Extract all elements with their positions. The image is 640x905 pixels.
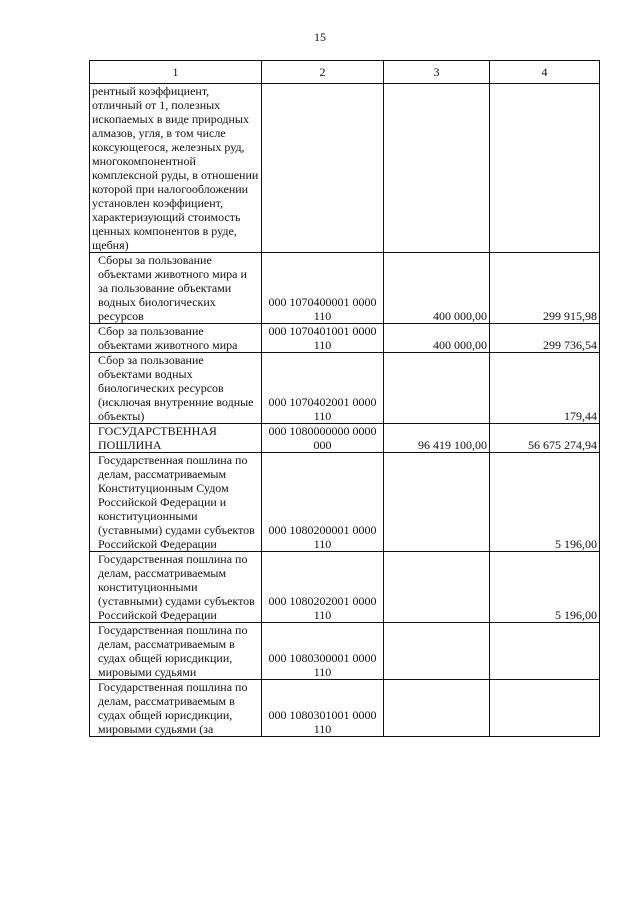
row-name: Государственная пошлина по делам, рассматриваемым конституционными (уставными) судами субъектов Российской Федерации — [98, 552, 255, 622]
table-row — [90, 680, 600, 737]
column-header-4: 4 — [490, 61, 600, 84]
row-plan-value — [384, 623, 490, 680]
table-row — [90, 424, 600, 453]
row-fact-value: 179,44 — [490, 353, 600, 424]
row-code: 000 1080301001 0000 110 — [262, 680, 384, 737]
row-fact-value — [490, 84, 600, 253]
row-fact-value: 299 736,54 — [490, 324, 600, 353]
row-name: Государственная пошлина по делам, рассматриваемым в судах общей юрисдикции, мировыми судьями (за — [98, 680, 248, 736]
row-fact-value: 5 196,00 — [490, 453, 600, 552]
table-row — [90, 84, 600, 253]
column-header-2: 2 — [262, 61, 384, 84]
row-fact-value: 56 675 274,94 — [490, 424, 600, 453]
row-code: 000 1070400001 0000 110 — [262, 253, 384, 324]
row-fact-value: 5 196,00 — [490, 552, 600, 623]
row-plan-value — [384, 680, 490, 737]
row-plan-value: 400 000,00 — [384, 324, 490, 353]
row-code: 000 1080202001 0000 110 — [262, 552, 384, 623]
row-name: Сборы за пользование объектами животного мира и за пользование объектами водных биологических ресурсов — [98, 253, 247, 323]
row-name: Сбор за пользование объектами животного мира — [98, 324, 238, 352]
row-code: 000 1080200001 0000 110 — [262, 453, 384, 552]
row-name: ГОСУДАРСТВЕННАЯ ПОШЛИНА — [98, 424, 217, 452]
page-number: 15 — [314, 30, 326, 44]
row-fact-value — [490, 623, 600, 680]
table-row — [90, 253, 600, 324]
row-plan-value — [384, 552, 490, 623]
column-header-1: 1 — [90, 61, 262, 84]
row-code: 000 1080000000 0000 000 — [262, 424, 384, 453]
table-row — [90, 623, 600, 680]
row-plan-value: 96 419 100,00 — [384, 424, 490, 453]
row-name: Государственная пошлина по делам, рассматриваемым в судах общей юрисдикции, мировыми судьями — [98, 623, 248, 679]
row-code: 000 1080300001 0000 110 — [262, 623, 384, 680]
row-name: Государственная пошлина по делам, рассматриваемым Конституционным Судом Российской Федерации и конституционными (уставными) судами субъектов Российской Федерации — [98, 453, 255, 551]
budget-table — [89, 60, 600, 737]
row-plan-value — [384, 453, 490, 552]
row-name: рентный коэффициент, отличный от 1, полезных ископаемых в виде природных алмазов, угля, в том числе коксующегося, железных руд, многокомпонентной комплексной руды, в отношении которой при налогообложении установлен коэффициент, характеризующий стоимость ценных компонентов в руде, щебня) — [90, 84, 262, 253]
header-row — [90, 61, 600, 84]
row-plan-value — [384, 84, 490, 253]
row-name: Сбор за пользование объектами водных биологических ресурсов (исключая внутренние водные объекты) — [98, 353, 254, 423]
row-code: 000 1070401001 0000 110 — [262, 324, 384, 353]
column-header-3: 3 — [384, 61, 490, 84]
row-plan-value — [384, 353, 490, 424]
table-row — [90, 453, 600, 552]
table-row — [90, 324, 600, 353]
row-code: 000 1070402001 0000 110 — [262, 353, 384, 424]
row-plan-value: 400 000,00 — [384, 253, 490, 324]
table-row — [90, 552, 600, 623]
row-fact-value: 299 915,98 — [490, 253, 600, 324]
row-code — [262, 84, 384, 253]
table-row — [90, 353, 600, 424]
row-fact-value — [490, 680, 600, 737]
